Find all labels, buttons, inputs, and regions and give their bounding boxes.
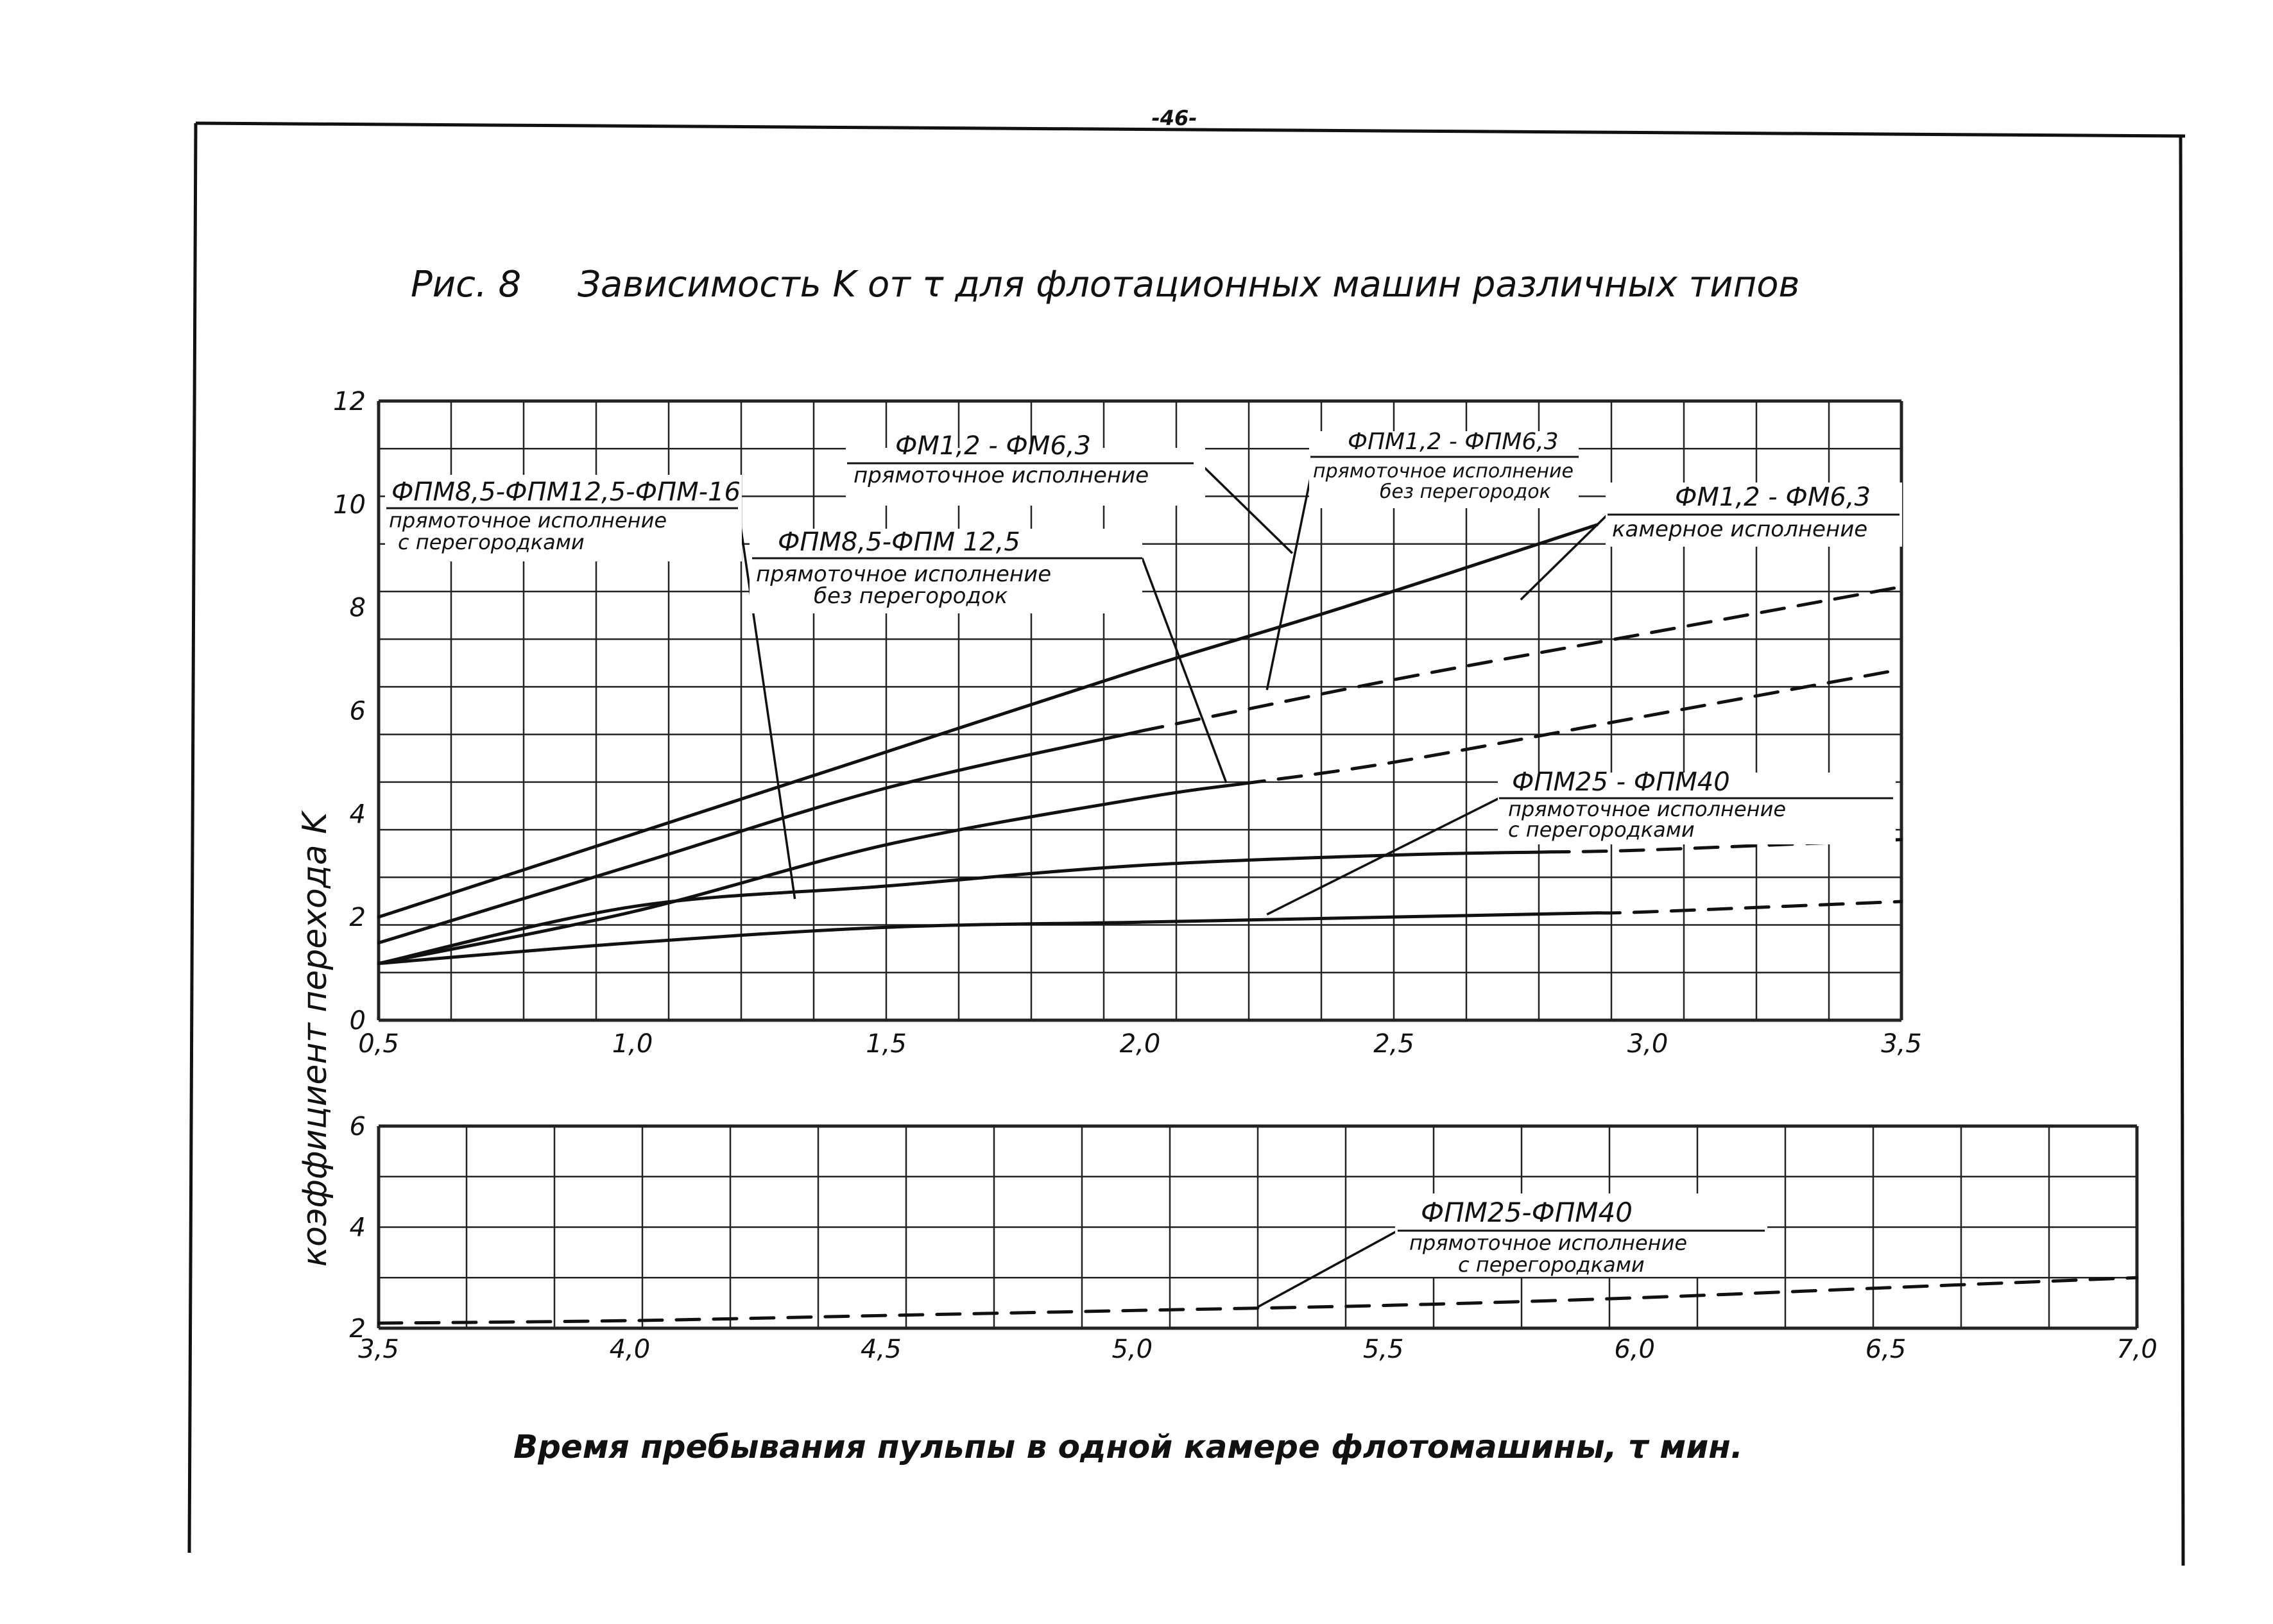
bottom-chart-leaders: [1258, 1231, 1398, 1307]
x-tick-label: 3,5: [358, 1335, 399, 1364]
leader-line: [1267, 798, 1499, 914]
bottom-chart-grid: [379, 1126, 2137, 1328]
annotation-title: ФПМ8,5-ФПМ12,5-ФПМ-16: [391, 477, 741, 507]
y-tick-label: 2: [349, 903, 366, 933]
annotation-title: ФПМ25 - ФПМ40: [1512, 767, 1730, 797]
leader-line: [1521, 515, 1608, 600]
annotation-desc: с перегородками: [1458, 1252, 1645, 1277]
x-tick-label: 1,5: [866, 1029, 907, 1059]
series-line-fpm25-low-dashed: [1597, 902, 1901, 913]
annotation-title: ФПМ1,2 - ФПМ6,3: [1348, 429, 1559, 455]
x-axis-label: Время пребывания пульпы в одной камере флотомашины, τ мин.: [513, 1428, 1743, 1466]
leader-line: [1258, 1231, 1398, 1307]
annotation-fpm85-16: [385, 475, 742, 561]
x-tick-label: 1,0: [612, 1029, 653, 1059]
x-tick-label: 3,0: [1627, 1029, 1668, 1059]
bottom-chart-x-ticks: [358, 1335, 2157, 1364]
annotation-title: ФПМ25-ФПМ40: [1421, 1197, 1633, 1228]
series-line-fm-kamer: [379, 731, 1140, 943]
x-tick-label: 0,5: [358, 1029, 399, 1059]
annotation-fpm25-bottom: [1395, 1193, 1767, 1277]
x-tick-label: 4,0: [609, 1335, 651, 1364]
annotation-fpm-bez: [1309, 429, 1579, 508]
y-axis-label: коэффициент перехода K: [296, 812, 334, 1267]
series-line-fpm-mid: [379, 852, 1546, 964]
annotation-fm-kamer: [1606, 483, 1902, 547]
y-tick-label: 2: [349, 1314, 366, 1344]
figure-label: Рис. 8: [411, 264, 522, 305]
x-tick-label: 6,0: [1614, 1335, 1655, 1364]
leader-line: [1200, 463, 1292, 553]
bottom-chart-y-ticks: [350, 1112, 366, 1344]
y-tick-label: 4: [349, 799, 366, 830]
leader-line: [1267, 478, 1310, 690]
top-chart-y-ticks: [333, 387, 366, 1036]
annotation-desc: прямоточное исполнение: [1409, 1231, 1688, 1255]
top-chart-x-ticks: [358, 1029, 1922, 1059]
series-line-fm-kamer-dashed: [1140, 587, 1902, 731]
annotation-title: ФМ1,2 - ФМ6,3: [895, 431, 1091, 461]
annotation-desc: прямоточное исполнение: [853, 463, 1149, 488]
x-tick-label: 5,5: [1362, 1335, 1404, 1364]
y-tick-label: 8: [349, 593, 366, 623]
x-tick-label: 6,5: [1865, 1335, 1907, 1364]
bottom-chart: [350, 1112, 2157, 1364]
annotation-desc: прямоточное исполнение: [1508, 797, 1787, 821]
annotation-desc: без перегородок: [814, 583, 1008, 609]
x-tick-label: 7,0: [2116, 1335, 2157, 1364]
top-chart: [333, 387, 1922, 1059]
annotation-fm-prjam: [846, 431, 1205, 506]
annotation-desc: камерное исполнение: [1612, 517, 1868, 542]
annotation-desc: без перегородок: [1380, 481, 1551, 503]
x-tick-label: 5,0: [1111, 1335, 1153, 1364]
annotation-title: ФМ1,2 - ФМ6,3: [1675, 483, 1871, 512]
annotation-fpm25-top: [1498, 767, 1896, 844]
annotation-fpm85-125: [750, 527, 1142, 613]
annotation-title: ФПМ8,5-ФПМ 12,5: [778, 527, 1020, 557]
x-tick-label: 4,5: [861, 1335, 902, 1364]
page-number: -46-: [1151, 106, 1197, 130]
x-tick-label: 2,5: [1373, 1029, 1414, 1059]
y-tick-label: 6: [349, 696, 366, 726]
annotation-desc: с перегородками: [1508, 817, 1695, 842]
y-tick-label: 10: [333, 490, 366, 520]
annotation-desc: прямоточное исполнение: [756, 561, 1052, 587]
y-tick-label: 4: [349, 1213, 366, 1243]
x-tick-label: 2,0: [1119, 1029, 1161, 1059]
annotation-desc: прямоточное исполнение: [389, 508, 667, 533]
y-tick-label: 6: [349, 1112, 366, 1141]
figure-title: Зависимость K от τ для флотационных машин различных типов: [578, 264, 1800, 305]
y-tick-label: 0: [349, 1006, 366, 1036]
y-tick-label: 12: [333, 387, 366, 416]
x-tick-label: 3,5: [1881, 1029, 1922, 1059]
annotation-desc: прямоточное исполнение: [1313, 460, 1574, 483]
annotation-desc: с перегородками: [398, 530, 585, 554]
